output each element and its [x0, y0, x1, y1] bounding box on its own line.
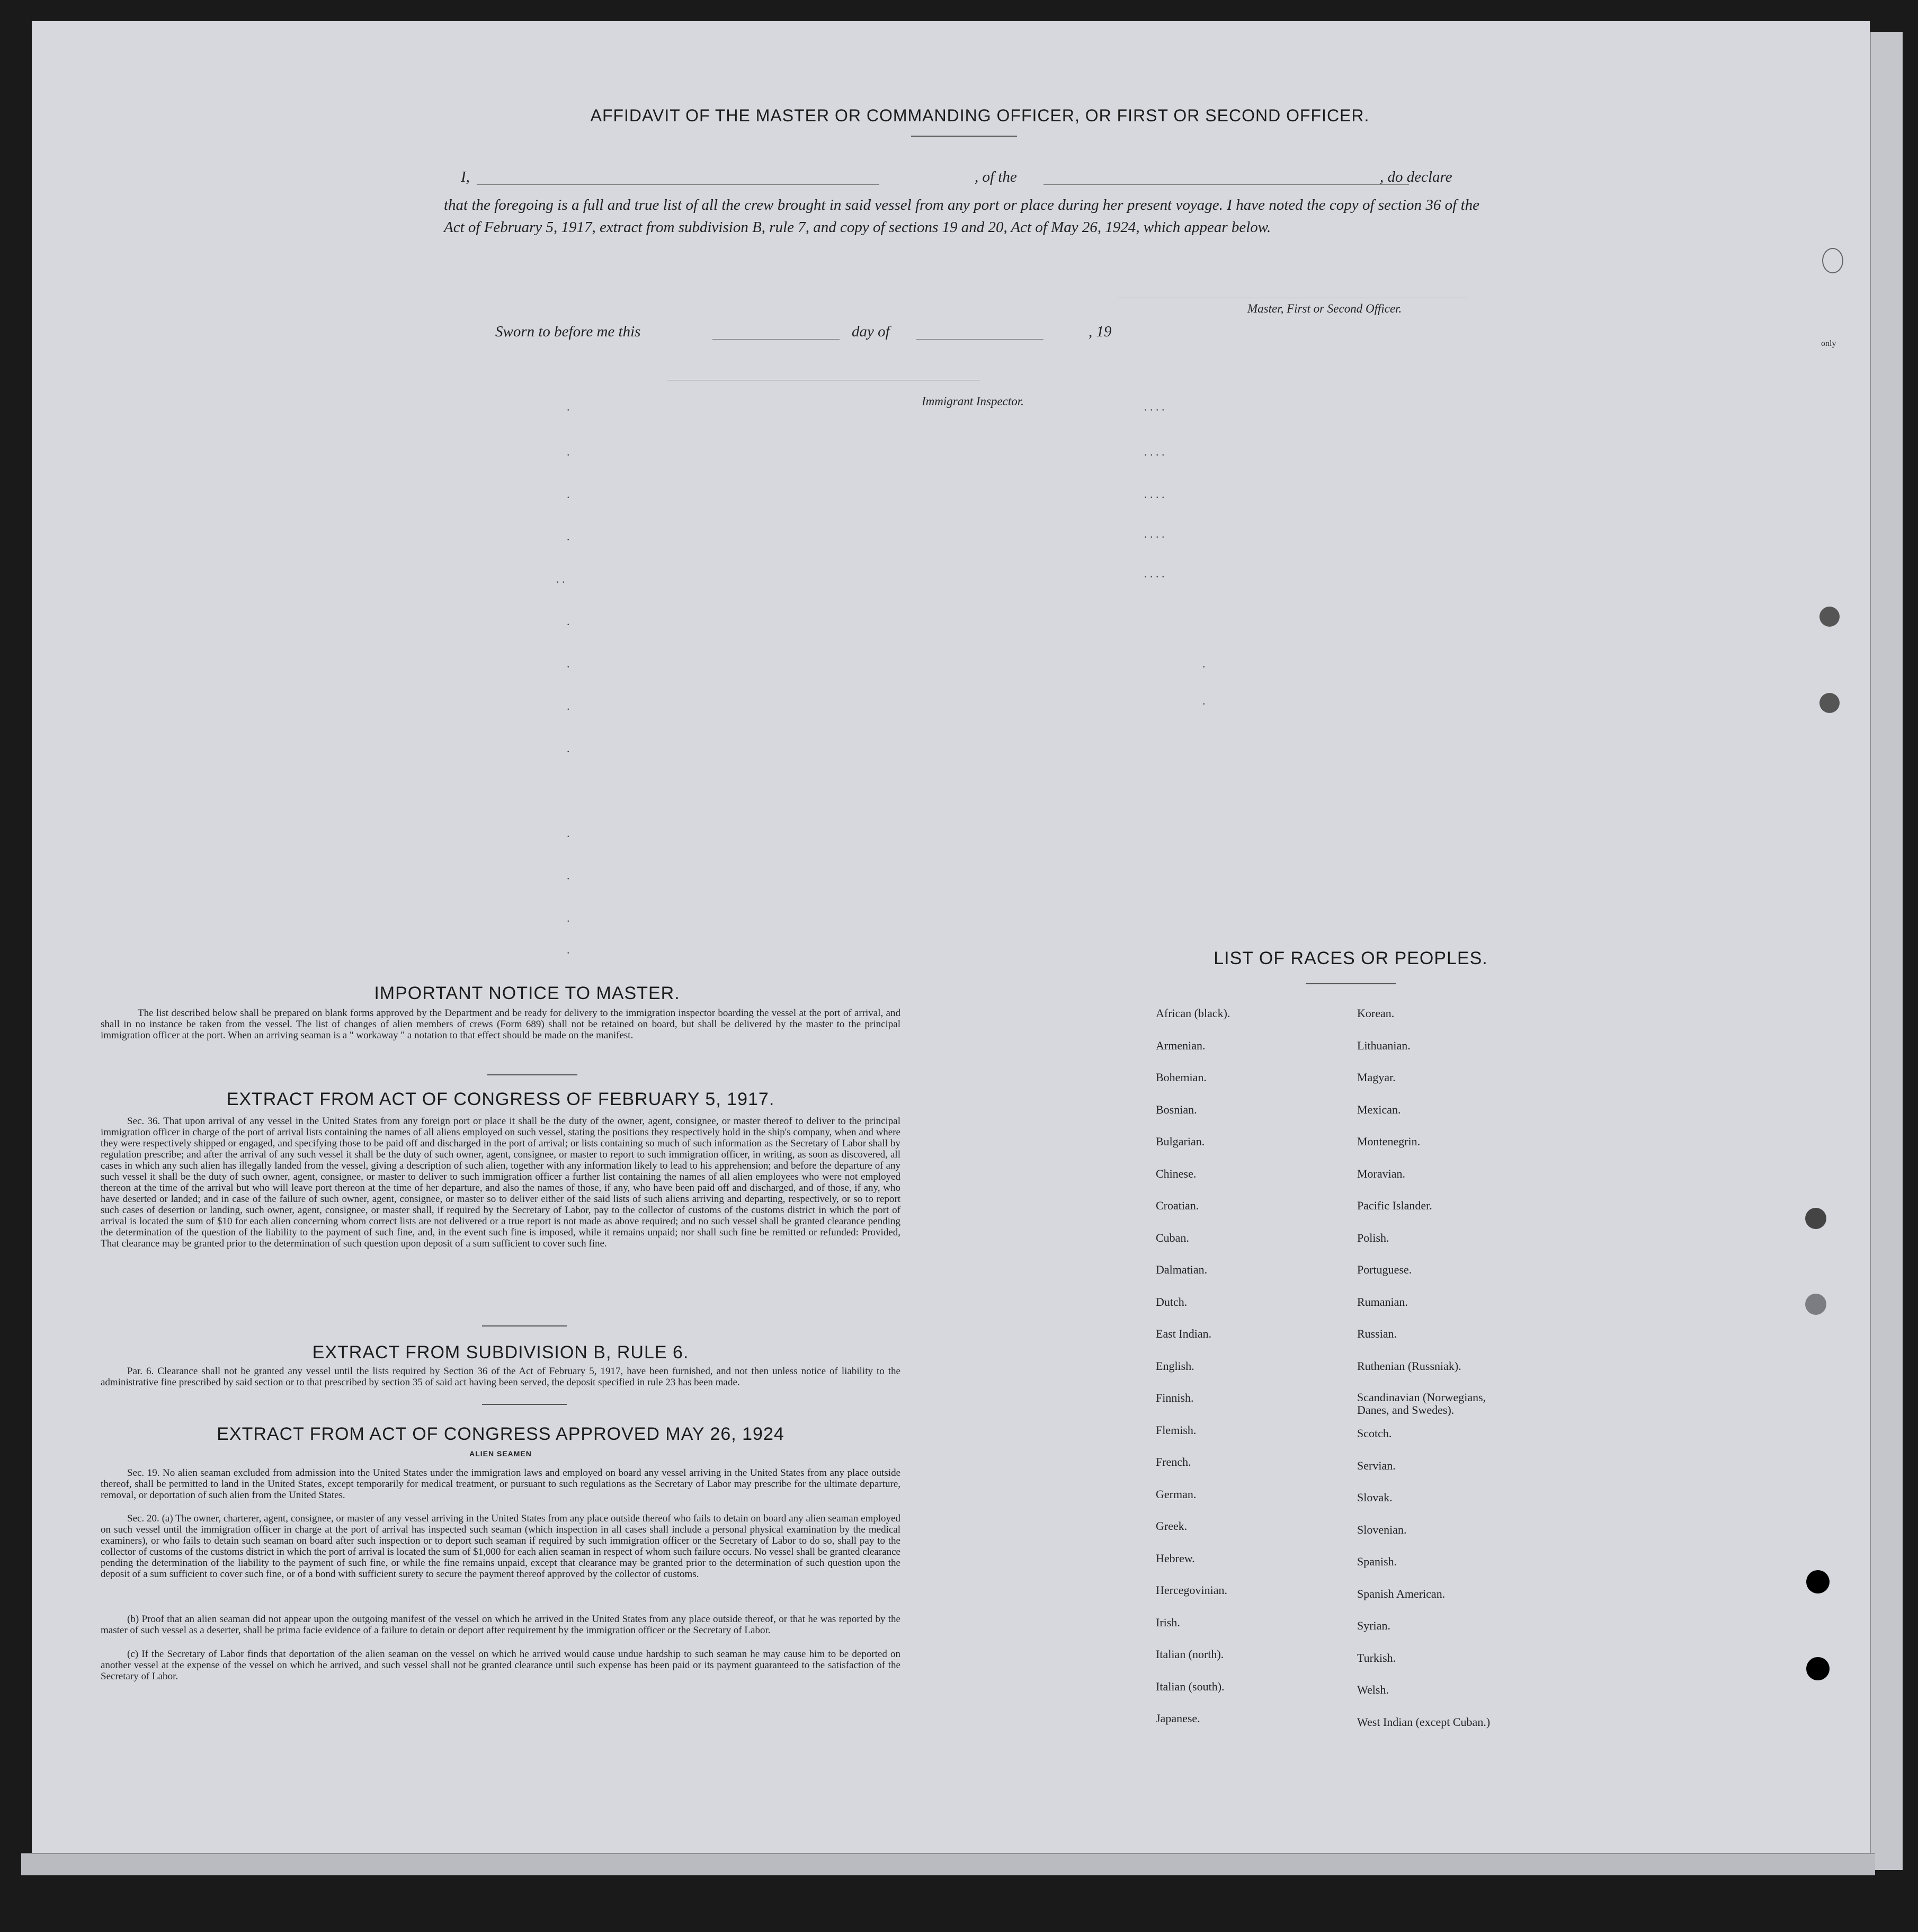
race-item: Japanese.: [1156, 1712, 1200, 1725]
extract-1924-sec20a: Sec. 20. (a) The owner, charterer, agent, consignee, or master of any vessel arriving in the United States from any place outside thereof who fails to detain on board any alien seaman employed on such vessel until the immigration officer in charge at the port of arrival has inspected such seaman (which inspection in all cases shall include a personal physical examination by the medical examiners), or who fails to detain such seaman on board after such inspection or to deport such seaman if required by such immigration officer or the Secretary of Labor to do so, shall pay to the collector of customs of the customs district in which the port of arrival is located the sum of $1,000 for each alien seaman in respect of whom such failure occurs. No vessel shall be granted clearance pending the determination of the liability to the payment of such fine, or while the fine remains unpaid, except that clearance may be granted prior to the determination of such question upon the deposit of a sum sufficient to cover such fine, or of a bond with sufficient surety to secure the payment thereof approved by the collector of customs.: [101, 1513, 900, 1580]
race-item: Slovenian.: [1357, 1523, 1407, 1536]
binder-hole: [1806, 1657, 1830, 1680]
stray-dot: .: [567, 615, 570, 628]
stray-dot: .: [567, 487, 570, 501]
race-item: Cuban.: [1156, 1231, 1189, 1244]
stray-dot: . .: [556, 572, 565, 585]
race-item: West Indian (except Cuban.): [1357, 1715, 1491, 1729]
extract-1917-body: Sec. 36. That upon arrival of any vessel in the United States from any foreign port or place it shall be the duty of the owner, agent, consignee, or master thereof to deliver to the principal immigration officer in charge of the port of arrival lists containing the names of all aliens employed on such vessel, stating the positions they respectively hold in the ship's company, when and where they were respectively shipped or engaged, and specifying those to be paid off and discharged in the port of arrival; or lists containing so much of such information as the Secretary of Labor shall by regulation prescribe; and after the arrival of any such vessel it shall be the duty of such owner, agent, consignee, or master to report to such immigration officer, in writing, as soon as discovered, all cases in which any such alien has illegally landed from the vessel, giving a description of such alien, together with any information likely to lead to his apprehension; and before the departure of any such vessel it shall be the duty of such owner, agent, consignee, or master to deliver to such immigration officer a further list containing the names of all alien employees who were not employed thereon at the time of the arrival but who will leave port thereon at the time of her departure, and also the names of those, if any, who have been paid off and discharged, and of those, if any, who have deserted or landed; and in case of the failure of such owner, agent, consignee, or master so to deliver either of the said lists of such aliens arriving and departing, respectively, or so to report such cases of desertion or landing, such owner, agent, consignee, or master shall, if required by the Secretary of Labor, pay to the collector of customs of the customs district in which the port of arrival is located the sum of $10 for each alien concerning whom correct lists are not delivered or a true report is not made as above required; and no such vessel shall be granted clearance pending the determination of the question of the liability to the payment of such fine, and, in the event such fine is imposed, while it remains unpaid; nor shall such fine be remitted or refunded: Provided, That clearance may be granted prior to the determination of such question upon deposit of a sum sufficient to cover such fine.: [101, 1116, 900, 1249]
race-item: Scotch.: [1357, 1427, 1392, 1440]
binder-hole: [1819, 607, 1840, 627]
race-item: Moravian.: [1357, 1167, 1406, 1180]
affidavit-i-label: I,: [461, 168, 470, 185]
master-signature-blank[interactable]: [1118, 297, 1467, 298]
race-item: Hercegovinian.: [1156, 1583, 1227, 1597]
race-item: Lithuanian.: [1357, 1038, 1411, 1052]
page-edge-right: [1870, 32, 1903, 1870]
race-item: Armenian.: [1156, 1038, 1206, 1052]
stray-dot: .: [567, 742, 570, 755]
stray-dot: .: [567, 911, 570, 924]
binder-hole: [1819, 693, 1840, 713]
race-item: Rumanian.: [1357, 1295, 1408, 1308]
affidavit-vessel-blank[interactable]: [1043, 184, 1409, 185]
race-item: Scandinavian (Norwegians, Danes, and Swedes).: [1357, 1391, 1486, 1417]
race-item: Hebrew.: [1156, 1551, 1195, 1565]
subdivision-b-rule: [482, 1404, 567, 1405]
race-item: Bulgarian.: [1156, 1135, 1205, 1148]
race-item: Montenegrin.: [1357, 1135, 1421, 1148]
race-item: Magyar.: [1357, 1071, 1396, 1084]
race-item: Portuguese.: [1357, 1263, 1412, 1276]
sworn-day-blank[interactable]: [712, 339, 840, 340]
stray-dot: .: [567, 943, 570, 956]
binder-hole: [1822, 248, 1843, 273]
race-item: Bosnian.: [1156, 1102, 1197, 1116]
race-item: French.: [1156, 1455, 1191, 1468]
stray-dot: .: [567, 869, 570, 882]
page-edge-bottom: [21, 1853, 1875, 1875]
race-item: Pacific Islander.: [1357, 1199, 1432, 1212]
extract-1924-sec20c: (c) If the Secretary of Labor finds that deportation of the alien seaman on the vessel on which he arrived would cause undue hardship to such seaman he may cause him to be deported on another vessel at the expense of the vessel on which he arrived, and such vessel shall not be granted clearance until such expense has been paid or its payment guaranteed to the satisfaction of the Secretary of Labor.: [101, 1649, 900, 1682]
race-item: Spanish.: [1357, 1555, 1397, 1568]
stray-dot: . . . .: [1144, 400, 1165, 413]
stray-dot: .: [1202, 657, 1206, 670]
stray-dot: .: [567, 657, 570, 670]
stray-dot: . . . .: [1144, 445, 1165, 458]
stray-dot: .: [567, 826, 570, 840]
inspector-caption: Immigrant Inspector.: [922, 395, 1024, 408]
notice-title: IMPORTANT NOTICE TO MASTER.: [374, 983, 680, 1003]
race-item: Flemish.: [1156, 1423, 1197, 1437]
race-item: Russian.: [1357, 1327, 1397, 1340]
subdivision-b-body: Par. 6. Clearance shall not be granted any vessel until the lists required by Section 36 of the Act of February 5, 1917, have been furnished, and not then unless notice of liability to the administrative fine prescribed by said section or to that prescribed by section 35 of said act having been served, the deposit specified in rule 23 has been made.: [101, 1366, 900, 1388]
race-item: Dutch.: [1156, 1295, 1188, 1308]
affidavit-of-the-label: , of the: [975, 168, 1017, 185]
race-item: German.: [1156, 1487, 1197, 1501]
race-item: Syrian.: [1357, 1619, 1390, 1632]
race-item: East Indian.: [1156, 1327, 1212, 1340]
stray-dot: .: [567, 445, 570, 458]
race-item: Finnish.: [1156, 1391, 1194, 1404]
margin-note: only: [1821, 339, 1836, 348]
master-signature-caption: Master, First or Second Officer.: [1247, 302, 1402, 315]
stray-dot: .: [567, 530, 570, 543]
race-item: Chinese.: [1156, 1167, 1197, 1180]
extract-1917-rule: [482, 1325, 567, 1326]
extract-1924-sec19: Sec. 19. No alien seaman excluded from admission into the United States under the immigration laws and employed on board any vessel arriving in the United States from any place outside thereof, shall be permitted to land in the United States, except temporarily for medical treatment, or pursuant to such regulations as the Secretary of Labor may prescribe for the ultimate departure, removal, or deportation of such alien from the United States.: [101, 1467, 900, 1501]
inspector-signature-blank[interactable]: [667, 379, 980, 380]
subdivision-b-title: EXTRACT FROM SUBDIVISION B, RULE 6.: [312, 1342, 689, 1363]
race-item: Spanish American.: [1357, 1587, 1446, 1600]
stray-dot: .: [1202, 694, 1206, 707]
extract-1917-title: EXTRACT FROM ACT OF CONGRESS OF FEBRUARY 5, 1917.: [226, 1089, 775, 1109]
race-item: Greek.: [1156, 1519, 1188, 1533]
race-item: Bohemian.: [1156, 1071, 1207, 1084]
binder-hole: [1806, 1570, 1830, 1593]
race-item: Croatian.: [1156, 1199, 1199, 1212]
race-item: Mexican.: [1357, 1102, 1401, 1116]
races-title-rule: [1306, 983, 1396, 984]
notice-body: The list described below shall be prepared on blank forms approved by the Department and be ready for delivery to the immigration inspector boarding the vessel at the port of arrival, and shall in no instance be taken from the vessel. The list of changes of alien members of crews (Form 689) shall not be retained on board, but shall be delivered by the master to the principal immigration officer at the port. When an arriving seaman is a " workaway " a notation to that effect should be made on the manifest.: [101, 1008, 900, 1041]
binder-hole: [1805, 1208, 1826, 1229]
extract-1924-title: EXTRACT FROM ACT OF CONGRESS APPROVED MAY 26, 1924: [217, 1424, 784, 1444]
race-item: Italian (north).: [1156, 1648, 1224, 1661]
day-of-label: day of: [852, 323, 890, 340]
race-item: Ruthenian (Russniak).: [1357, 1359, 1461, 1373]
affidavit-body: that the foregoing is a full and true list of all the crew brought in said vessel from any port or place during her present voyage. I have noted the copy of section 36 of the Act of February 5, 1917, extract from subdivision B, rule 7, and copy of sections 19 and 20, Act of May 26, 1924, which appear below.: [444, 197, 1479, 236]
sworn-label: Sworn to before me this: [495, 323, 641, 340]
race-item: Turkish.: [1357, 1651, 1396, 1664]
sworn-month-blank[interactable]: [916, 339, 1043, 340]
year-label: , 19: [1089, 323, 1112, 340]
affidavit-name-blank[interactable]: [477, 184, 879, 185]
race-item: Servian.: [1357, 1458, 1396, 1472]
race-item: African (black).: [1156, 1007, 1230, 1020]
notice-rule: [487, 1074, 577, 1075]
extract-1924-sec20b: (b) Proof that an alien seaman did not appear upon the outgoing manifest of the vessel on which he arrived in the United States from any place outside thereof, or that he was reported by the master of such vessel as a deserter, shall be prima facie evidence of a failure to detain or deport after requirement by the immigration officer or the Secretary of Labor.: [101, 1614, 900, 1636]
binder-hole: [1805, 1294, 1826, 1315]
affidavit-title-rule: [911, 136, 1017, 137]
race-item: Polish.: [1357, 1231, 1389, 1244]
stray-dot: .: [567, 400, 570, 413]
race-item: Slovak.: [1357, 1491, 1393, 1504]
stray-dot: .: [567, 699, 570, 713]
race-item: Dalmatian.: [1156, 1263, 1208, 1276]
race-item: Korean.: [1357, 1007, 1395, 1020]
stray-dot: . . . .: [1144, 487, 1165, 501]
race-item: Irish.: [1156, 1615, 1180, 1629]
race-item: Italian (south).: [1156, 1679, 1225, 1693]
race-item: Welsh.: [1357, 1683, 1389, 1696]
extract-1924-subtitle: ALIEN SEAMEN: [469, 1449, 532, 1458]
stray-dot: . . . .: [1144, 567, 1165, 580]
affidavit-title: AFFIDAVIT OF THE MASTER OR COMMANDING OFFICER, OR FIRST OR SECOND OFFICER.: [590, 106, 1370, 125]
affidavit-do-declare-label: , do declare: [1380, 168, 1452, 185]
races-title: LIST OF RACES OR PEOPLES.: [1214, 948, 1488, 968]
stray-dot: . . . .: [1144, 527, 1165, 540]
race-item: English.: [1156, 1359, 1194, 1373]
